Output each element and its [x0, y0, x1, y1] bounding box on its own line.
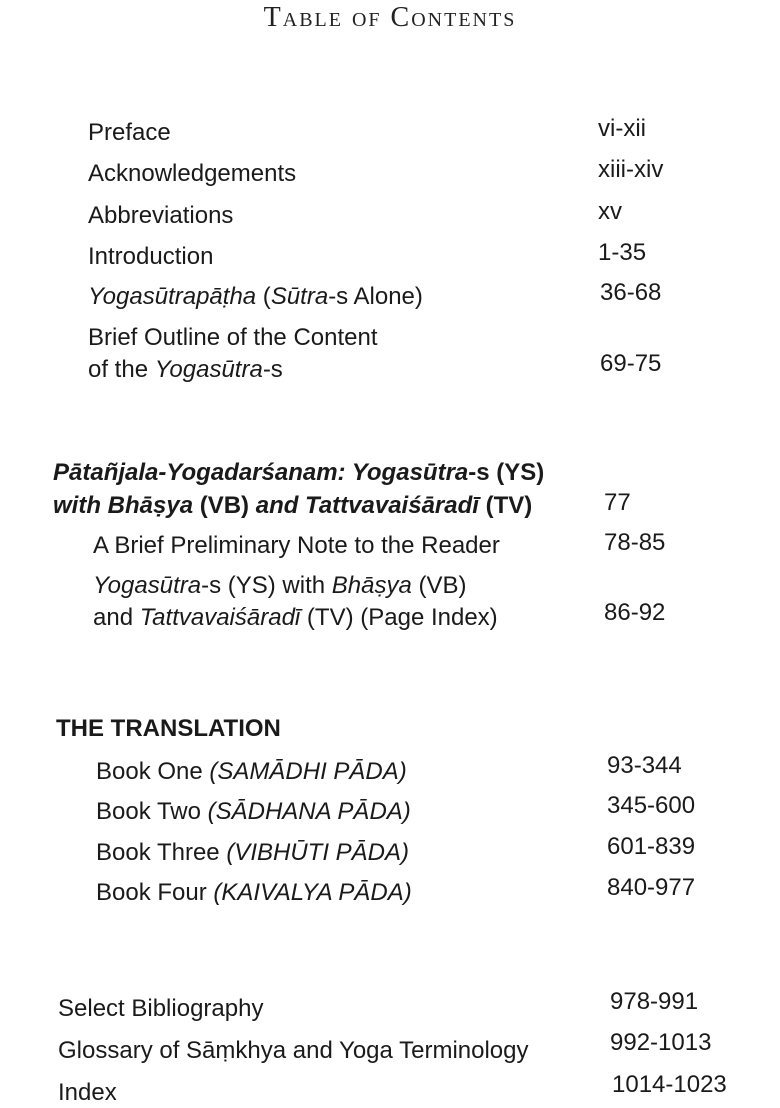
- toc-entry-book-two[interactable]: [96, 797, 411, 827]
- toc-entry-preface[interactable]: Preface: [88, 119, 171, 146]
- italic-text: Yogasūtra: [93, 572, 202, 599]
- italic-text: (SAMĀDHI PĀDA): [209, 758, 407, 785]
- italic-text: and Tattvavaiśāradī: [255, 492, 479, 519]
- text: and: [93, 604, 140, 631]
- page-range: 1-35: [598, 239, 647, 266]
- toc-entry-book-four[interactable]: [96, 878, 412, 908]
- page-range: 1014-1023: [612, 1071, 727, 1098]
- page-range: 992-1013: [610, 1029, 712, 1056]
- page-range: 69-75: [600, 350, 662, 377]
- toc-entry-introduction[interactable]: Introduction: [88, 243, 214, 270]
- toc-entry-yogasutrapatha[interactable]: [88, 282, 423, 312]
- toc-entry-brief-outline[interactable]: Brief Outline of the Content: [88, 324, 378, 351]
- toc-entry-preliminary-note[interactable]: A Brief Preliminary Note to the Reader: [93, 532, 500, 559]
- page-range: xiii-xiv: [598, 156, 664, 183]
- section-heading-translation[interactable]: THE TRANSLATION: [56, 715, 281, 742]
- page-range: 93-344: [607, 752, 682, 779]
- text: (TV): [478, 492, 533, 519]
- toc-entry-abbreviations[interactable]: Abbreviations: [88, 202, 234, 229]
- page-range: 36-68: [600, 279, 662, 306]
- italic-text: Yogasūtrapāṭha: [88, 283, 257, 310]
- italic-text: Tattvavaiśāradī: [139, 604, 301, 631]
- text: Book Three: [96, 839, 227, 866]
- italic-text: (SĀDHANA PĀDA): [207, 798, 411, 825]
- page-range: 345-600: [607, 792, 696, 819]
- page-range: 978-991: [610, 988, 699, 1015]
- toc-entry-book-one[interactable]: [96, 757, 407, 787]
- italic-text: Sūtra: [270, 283, 329, 310]
- text: (VB): [411, 572, 467, 599]
- toc-entry-acknowledgements[interactable]: Acknowledgements: [88, 160, 297, 187]
- page-title: Table of Contents: [263, 2, 517, 33]
- text: Book Four: [96, 879, 214, 906]
- text: -s (YS): [468, 459, 545, 486]
- page-range: vi-xii: [598, 115, 646, 142]
- italic-text: Pātañjala-Yogadarśanam: Yogasūtra: [53, 459, 469, 486]
- section-heading-yogadarsanam[interactable]: [53, 458, 544, 488]
- page-range: 601-839: [607, 833, 696, 860]
- text: Book One: [96, 758, 210, 785]
- text: -s: [262, 356, 283, 383]
- text: (: [256, 283, 271, 310]
- toc-entry-yogasutras-page-index[interactable]: [93, 571, 467, 601]
- text: -s (YS) with: [201, 572, 332, 599]
- page-range: 86-92: [604, 599, 666, 626]
- section-heading-line2[interactable]: [53, 491, 532, 521]
- text: (TV) (Page Index): [300, 604, 498, 631]
- italic-text: Yogasūtra: [154, 356, 263, 383]
- text: (VB): [193, 492, 256, 519]
- toc-entry-index[interactable]: Index: [58, 1079, 117, 1106]
- page-range: xv: [598, 198, 622, 225]
- page-range: 77: [604, 489, 631, 516]
- text: Book Two: [96, 798, 208, 825]
- toc-entry-book-three[interactable]: [96, 838, 409, 868]
- italic-text: Bhāṣya: [331, 572, 412, 599]
- text: -s Alone): [328, 283, 423, 310]
- text: of the: [88, 356, 155, 383]
- toc-entry-brief-outline-line2[interactable]: [88, 355, 283, 385]
- italic-text: with Bhāṣya: [53, 492, 194, 519]
- page-range: 840-977: [607, 874, 696, 901]
- toc-entry-yogasutras-page-index-line2[interactable]: [93, 603, 498, 633]
- toc-entry-glossary[interactable]: Glossary of Sāṃkhya and Yoga Terminology: [58, 1037, 529, 1064]
- italic-text: (VIBHŪTI PĀDA): [226, 839, 409, 866]
- italic-text: (KAIVALYA PĀDA): [213, 879, 412, 906]
- page-range: 78-85: [604, 529, 666, 556]
- toc-entry-bibliography[interactable]: Select Bibliography: [58, 995, 264, 1022]
